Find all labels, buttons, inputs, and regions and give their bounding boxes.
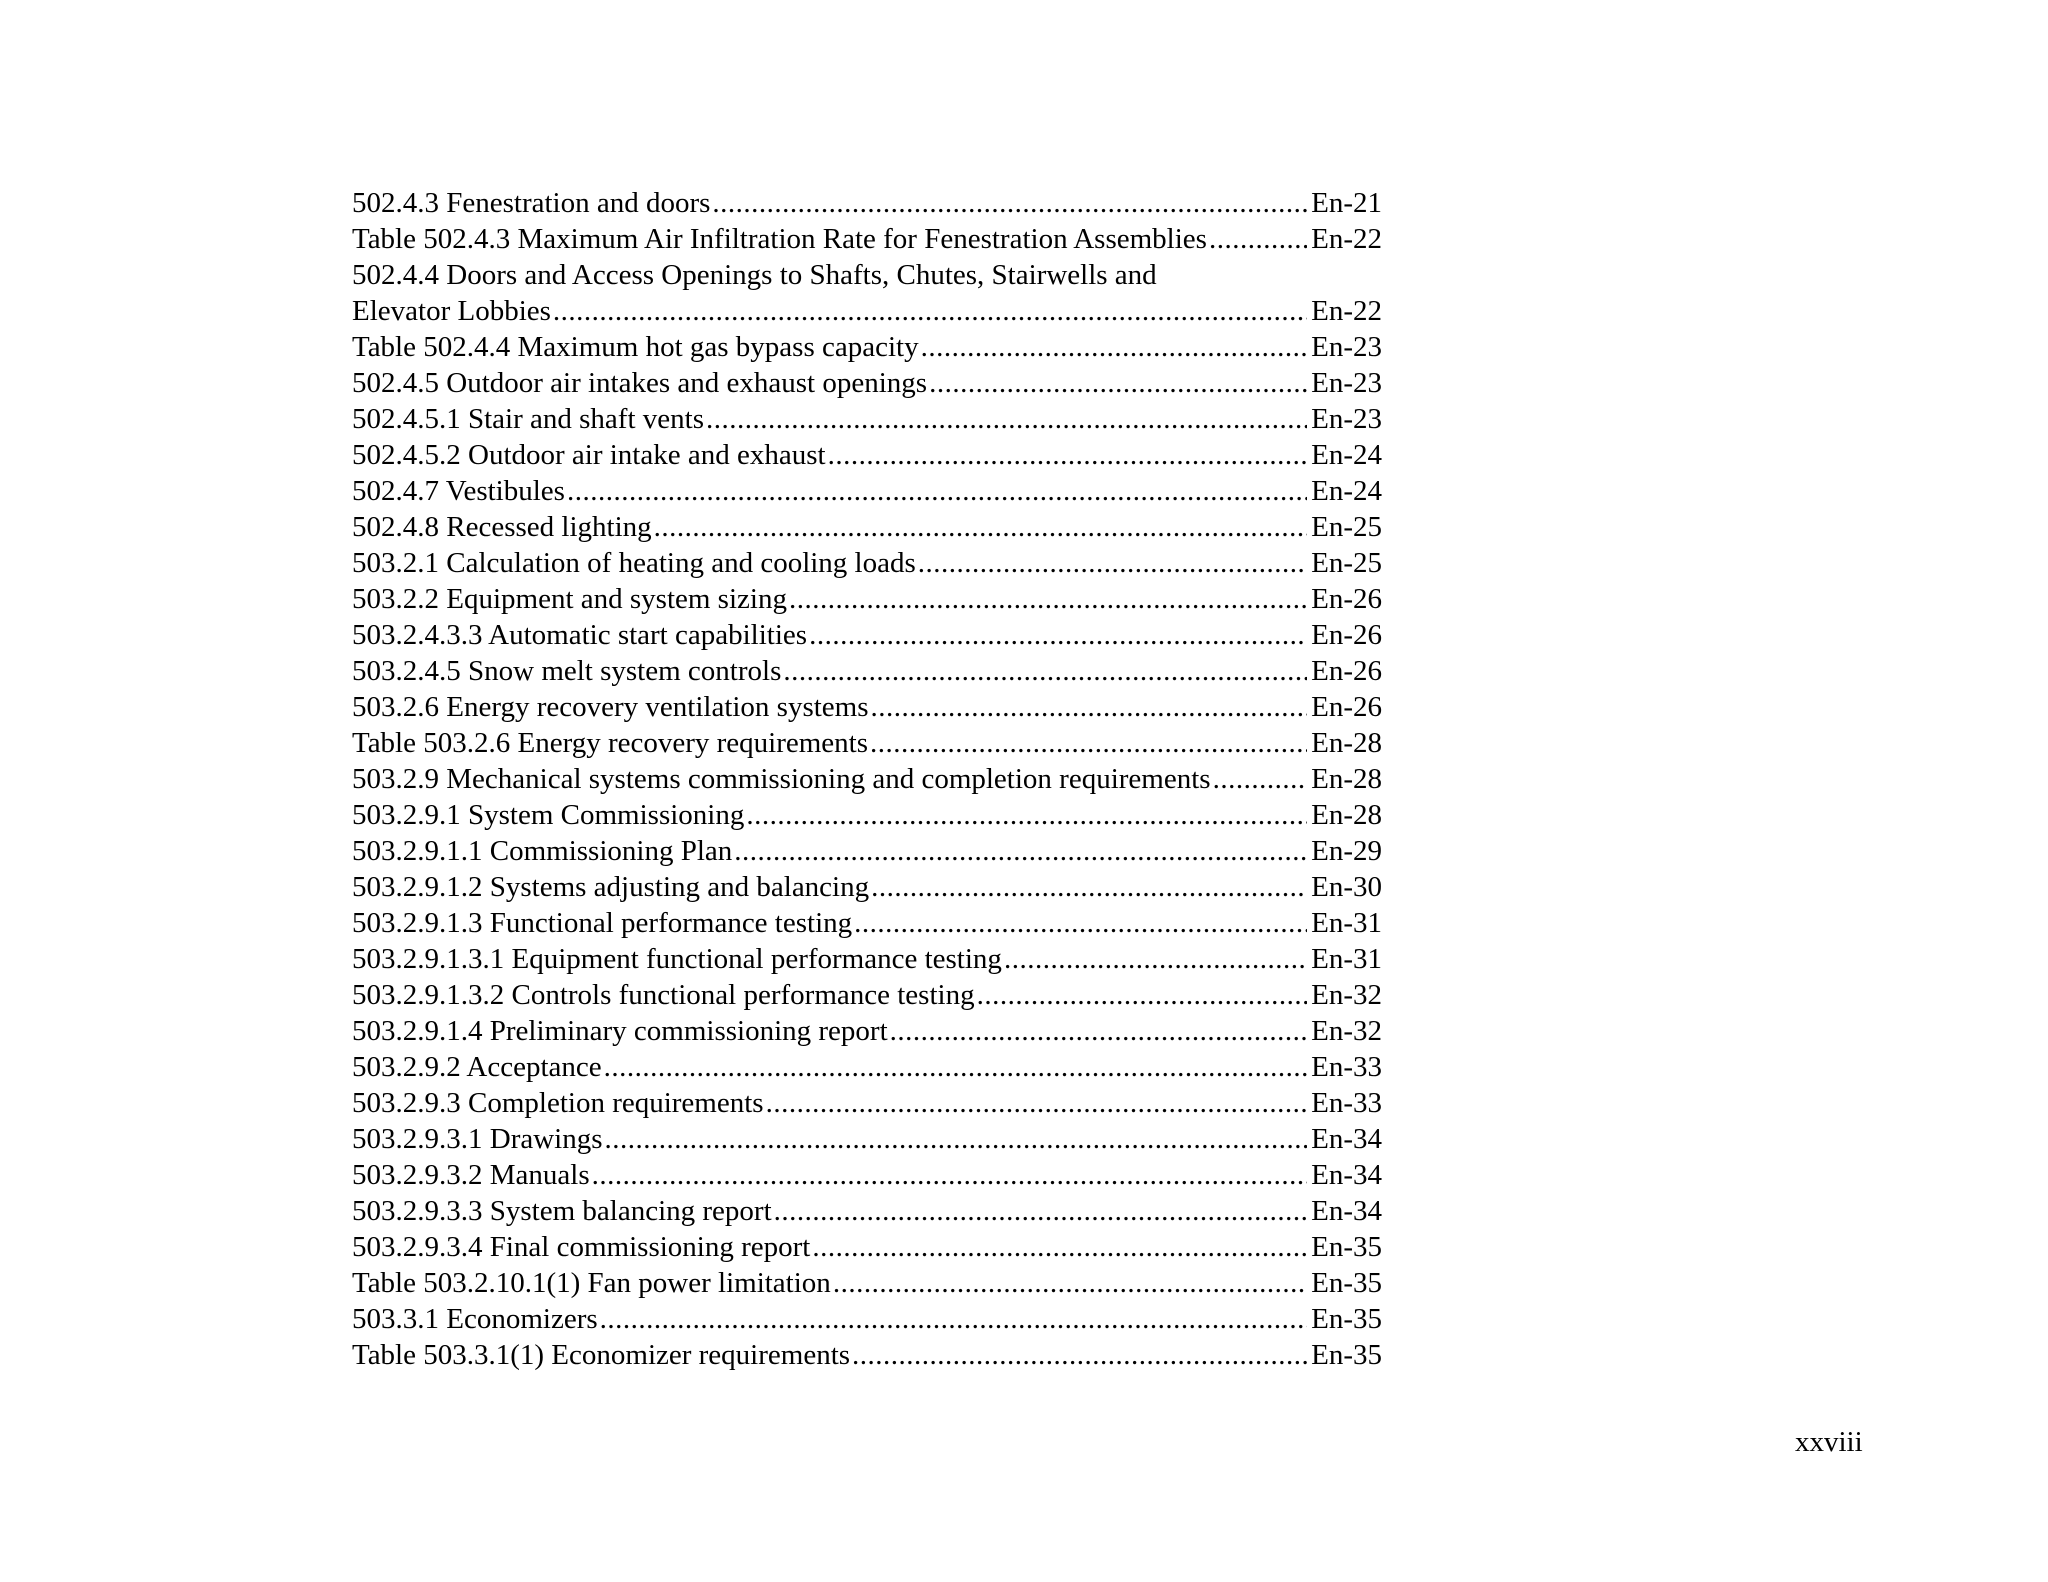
dot-leader <box>1213 761 1308 797</box>
toc-entry-title: 503.2.9 Mechanical systems commissioning and completion requirements <box>352 763 1211 795</box>
toc-entry-title: 502.4.7 Vestibules <box>352 475 565 507</box>
toc-entry-page: En-26 <box>1311 583 1382 615</box>
toc-entry-title: 503.2.9.3 Completion requirements <box>352 1087 764 1119</box>
toc-entry-title: Table 503.2.6 Energy recovery requirements <box>352 727 869 759</box>
toc-entry-title: 503.2.1 Calculation of heating and cooling loads <box>352 547 916 579</box>
dot-leader <box>766 1085 1308 1121</box>
toc-entry[interactable] <box>352 1193 1382 1229</box>
toc-entry-title: 503.2.9.1.3 Functional performance testing <box>352 907 853 939</box>
dot-leader <box>600 1301 1307 1337</box>
toc-entry-page: En-28 <box>1311 727 1382 759</box>
toc-entry-page: En-31 <box>1311 907 1382 939</box>
toc-entry[interactable] <box>352 329 1382 365</box>
toc-entry-page: En-30 <box>1311 871 1382 903</box>
toc-entry[interactable] <box>352 1013 1382 1049</box>
dot-leader <box>734 833 1307 869</box>
toc-entry-title: 503.2.9.1.4 Preliminary commissioning report <box>352 1015 888 1047</box>
toc-entry[interactable] <box>352 797 1382 833</box>
toc-entry-page: En-26 <box>1311 655 1382 687</box>
toc-entry-page: En-24 <box>1311 475 1382 507</box>
toc-entry[interactable] <box>352 761 1382 797</box>
dot-leader <box>746 797 1307 833</box>
toc-entry-page: En-35 <box>1311 1267 1382 1299</box>
toc-entry-page: En-25 <box>1311 511 1382 543</box>
dot-leader <box>977 977 1308 1013</box>
toc-entry-page: En-31 <box>1311 943 1382 975</box>
dot-leader <box>809 617 1307 653</box>
toc-entry-page: En-34 <box>1311 1123 1382 1155</box>
dot-leader <box>774 1193 1308 1229</box>
toc-entry-page: En-28 <box>1311 763 1382 795</box>
dot-leader <box>1004 941 1307 977</box>
toc-entry-page: En-33 <box>1311 1087 1382 1119</box>
toc-entry-title: 503.2.9.1 System Commissioning <box>352 799 745 831</box>
toc-entry[interactable] <box>352 941 1382 977</box>
table-of-contents <box>352 185 1382 1373</box>
toc-entry-title: 503.2.4.3.3 Automatic start capabilities <box>352 619 808 651</box>
toc-entry[interactable] <box>352 617 1382 653</box>
toc-entry[interactable] <box>352 1229 1382 1265</box>
toc-entry-page: En-23 <box>1311 367 1382 399</box>
dot-leader <box>706 401 1307 437</box>
toc-entry[interactable] <box>352 437 1382 473</box>
toc-entry[interactable] <box>352 221 1382 257</box>
dot-leader <box>567 473 1307 509</box>
toc-entry-page: En-26 <box>1311 619 1382 651</box>
toc-entry-title: 503.2.6 Energy recovery ventilation systems <box>352 691 869 723</box>
toc-entry-title: 503.2.9.1.3.1 Equipment functional performance testing <box>352 943 1002 975</box>
toc-entry[interactable] <box>352 1049 1382 1085</box>
toc-entry-title: Table 502.4.4 Maximum hot gas bypass capacity <box>352 331 919 363</box>
toc-entry[interactable] <box>352 1265 1382 1301</box>
dot-leader <box>921 329 1308 365</box>
toc-entry-page: En-35 <box>1311 1303 1382 1335</box>
toc-entry[interactable] <box>352 401 1382 437</box>
toc-entry[interactable] <box>352 1157 1382 1193</box>
toc-entry[interactable] <box>352 365 1382 401</box>
dot-leader <box>783 653 1307 689</box>
toc-entry-title: 502.4.8 Recessed lighting <box>352 511 652 543</box>
toc-entry-page: En-22 <box>1311 295 1382 327</box>
toc-entry-page: En-29 <box>1311 835 1382 867</box>
toc-entry-title: 502.4.5 Outdoor air intakes and exhaust openings <box>352 367 928 399</box>
toc-entry-title: 503.2.9.3.2 Manuals <box>352 1159 590 1191</box>
toc-entry[interactable] <box>352 1301 1382 1337</box>
toc-entry-title: Table 503.3.1(1) Economizer requirements <box>352 1339 851 1371</box>
dot-leader <box>605 1121 1308 1157</box>
dot-leader <box>852 1337 1307 1373</box>
toc-entry-page: En-25 <box>1311 547 1382 579</box>
toc-entry[interactable] <box>352 833 1382 869</box>
toc-entry-page: En-35 <box>1311 1339 1382 1371</box>
dot-leader <box>854 905 1307 941</box>
toc-entry-page: En-32 <box>1311 1015 1382 1047</box>
toc-entry-title: 503.2.9.3.4 Final commissioning report <box>352 1231 811 1263</box>
toc-entry-page: En-34 <box>1311 1195 1382 1227</box>
toc-entry[interactable] <box>352 581 1382 617</box>
dot-leader <box>654 509 1307 545</box>
toc-entry[interactable] <box>352 905 1382 941</box>
dot-leader <box>553 293 1307 329</box>
toc-entry-title: 503.2.9.1.3.2 Controls functional performance testing <box>352 979 975 1011</box>
toc-entry[interactable] <box>352 545 1382 581</box>
toc-entry[interactable] <box>352 1337 1382 1373</box>
toc-entry[interactable] <box>352 869 1382 905</box>
page-number: xxviii <box>1795 1426 1863 1458</box>
toc-entry-title: 503.2.9.1.1 Commissioning Plan <box>352 835 733 867</box>
toc-entry[interactable] <box>352 689 1382 725</box>
toc-entry-title: Table 502.4.3 Maximum Air Infiltration Rate for Fenestration Assemblies <box>352 223 1207 255</box>
toc-entry-title-line1[interactable]: 502.4.4 Doors and Access Openings to Shafts, Chutes, Stairwells and <box>352 259 1157 291</box>
toc-entry-page: En-24 <box>1311 439 1382 471</box>
toc-entry-title: 503.2.9.2 Acceptance <box>352 1051 602 1083</box>
toc-entry[interactable] <box>352 293 1382 329</box>
toc-entry-title: 503.2.9.1.2 Systems adjusting and balancing <box>352 871 870 903</box>
toc-entry[interactable] <box>352 725 1382 761</box>
toc-entry[interactable] <box>352 1121 1382 1157</box>
toc-entry-title: Table 503.2.10.1(1) Fan power limitation <box>352 1267 831 1299</box>
toc-entry-page: En-23 <box>1311 331 1382 363</box>
dot-leader <box>812 1229 1307 1265</box>
dot-leader <box>592 1157 1308 1193</box>
toc-entry[interactable] <box>352 977 1382 1013</box>
toc-entry-title: 503.2.2 Equipment and system sizing <box>352 583 787 615</box>
toc-entry-title: 502.4.3 Fenestration and doors <box>352 187 711 219</box>
dot-leader <box>890 1013 1307 1049</box>
toc-entry[interactable] <box>352 653 1382 689</box>
toc-entry-page: En-26 <box>1311 691 1382 723</box>
toc-entry-page: En-21 <box>1311 187 1382 219</box>
dot-leader <box>789 581 1307 617</box>
toc-entry-page: En-33 <box>1311 1051 1382 1083</box>
toc-entry-page: En-22 <box>1311 223 1382 255</box>
toc-entry[interactable] <box>352 473 1382 509</box>
dot-leader <box>918 545 1307 581</box>
toc-entry-page: En-28 <box>1311 799 1382 831</box>
dot-leader <box>833 1265 1307 1301</box>
toc-entry-title: 502.4.5.2 Outdoor air intake and exhaust <box>352 439 826 471</box>
dot-leader <box>1209 221 1307 257</box>
dot-leader <box>871 869 1307 905</box>
toc-entry-title: 503.2.9.3.3 System balancing report <box>352 1195 772 1227</box>
toc-entry-page: En-34 <box>1311 1159 1382 1191</box>
toc-entry[interactable] <box>352 1085 1382 1121</box>
toc-entry-title: 503.3.1 Economizers <box>352 1303 598 1335</box>
dot-leader <box>870 725 1307 761</box>
toc-entry[interactable] <box>352 509 1382 545</box>
dot-leader <box>828 437 1308 473</box>
dot-leader <box>604 1049 1307 1085</box>
toc-entry-title: 503.2.4.5 Snow melt system controls <box>352 655 782 687</box>
toc-entry-title: 502.4.5.1 Stair and shaft vents <box>352 403 704 435</box>
toc-entry-title: Elevator Lobbies <box>352 295 551 327</box>
toc-entry-page: En-23 <box>1311 403 1382 435</box>
toc-entry-title: 503.2.9.3.1 Drawings <box>352 1123 603 1155</box>
dot-leader <box>712 185 1307 221</box>
toc-entry-page: En-35 <box>1311 1231 1382 1263</box>
dot-leader <box>871 689 1308 725</box>
dot-leader <box>929 365 1307 401</box>
toc-entry[interactable] <box>352 185 1382 221</box>
toc-entry-page: En-32 <box>1311 979 1382 1011</box>
